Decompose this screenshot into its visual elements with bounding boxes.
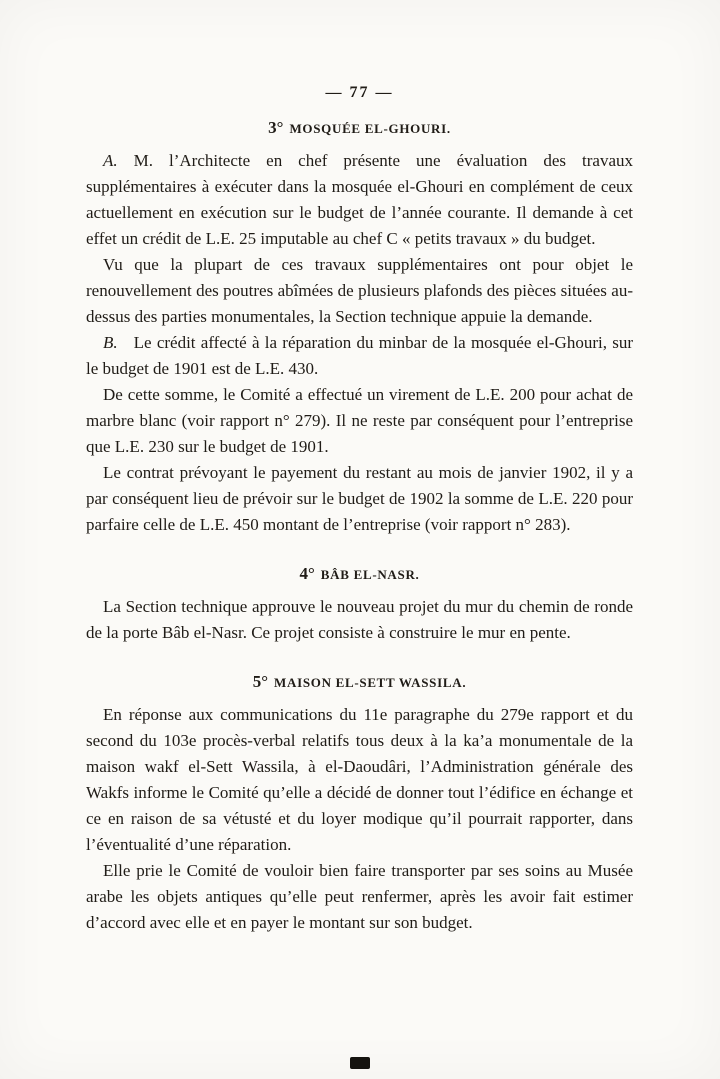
- section-number: 5°: [252, 672, 269, 691]
- paragraph-text: Elle prie le Comité de vouloir bien faire transporter par ses soins au Musée arabe les objets antiques qu’elle peut renfermer, après les avoir fait estimer d’accord avec elle et en payer le montant sur son budget.: [86, 861, 633, 932]
- section-heading: [86, 562, 633, 585]
- paragraph-text: Le crédit affecté à la réparation du minbar de la mosquée el-Ghouri, sur le budget de 1901 est de L.E. 430.: [86, 333, 633, 378]
- paragraph: [86, 594, 633, 646]
- paragraph-text: En réponse aux communications du 11e paragraphe du 279e rapport et du second du 103e procès-verbal relatifs tous deux à la ka’a monumentale de la maison wakf el-Sett Wassila, à el-Daoudâri, l’Administration générale des Wakfs informe le Comité qu’elle a décidé de donner tout l’édifice en échange et ce en raison de sa vétusté et du loyer modique qu’il pourrait rapporter, dans l’éventualité d’une réparation.: [86, 705, 633, 854]
- page-number: — 77 —: [325, 84, 394, 101]
- section-number: 3°: [268, 118, 284, 137]
- paragraph-text: De cette somme, le Comité a effectué un virement de L.E. 200 pour achat de marbre blanc (voir rapport n° 279). Il ne reste par conséquent pour l’entreprise que L.E. 230 sur le budget de 1901.: [86, 385, 633, 456]
- paragraph: [86, 148, 633, 252]
- paragraph-lead: A.: [103, 151, 118, 170]
- paragraph-text: La Section technique approuve le nouveau projet du mur du chemin de ronde de la porte Bâb el-Nasr. Ce projet consiste à construire le mur en pente.: [86, 597, 633, 642]
- paragraph: [86, 382, 633, 460]
- paragraph: [86, 252, 633, 330]
- paragraph-text: Vu que la plupart de ces travaux supplémentaires ont pour objet le renouvellement des poutres abîmées de plusieurs plafonds des pièces situées au-dessus des parties monumentales, la Section technique appuie la demande.: [86, 255, 633, 326]
- section-maison-el-sett-wassila: [86, 670, 633, 936]
- section-title: MAISON EL-SETT WASSILA.: [274, 675, 467, 690]
- paragraph-text: Le contrat prévoyant le payement du restant au mois de janvier 1902, il y a par conséquent lieu de prévoir sur le budget de 1902 la somme de L.E. 220 pour parfaire celle de L.E. 450 montant de l’entreprise (voir rapport n° 283).: [86, 463, 633, 534]
- scan-artifact-mark: [350, 1057, 370, 1069]
- paragraph: [86, 702, 633, 858]
- section-heading: [86, 670, 633, 693]
- section-heading: [86, 116, 633, 139]
- text-block: [86, 84, 633, 936]
- section-number: 4°: [299, 564, 315, 583]
- paragraph: [86, 330, 633, 382]
- paragraph-text: M. l’Architecte en chef présente une évaluation des travaux supplémentaires à exécuter dans la mosquée el-Ghouri en complément de ceux actuellement en exécution sur le budget de l’année courante. Il demande à cet effet un crédit de L.E. 25 imputable au chef C « petits travaux » du budget.: [86, 151, 633, 248]
- section-title: MOSQUÉE EL-GHOURI.: [289, 121, 451, 136]
- paragraph-lead: B.: [103, 333, 118, 352]
- paragraph: [86, 858, 633, 936]
- paragraph: [86, 460, 633, 538]
- section-title: BÂB EL-NASR.: [320, 567, 420, 582]
- section-mosquee-el-ghouri: [86, 116, 633, 538]
- section-bab-el-nasr: [86, 562, 633, 646]
